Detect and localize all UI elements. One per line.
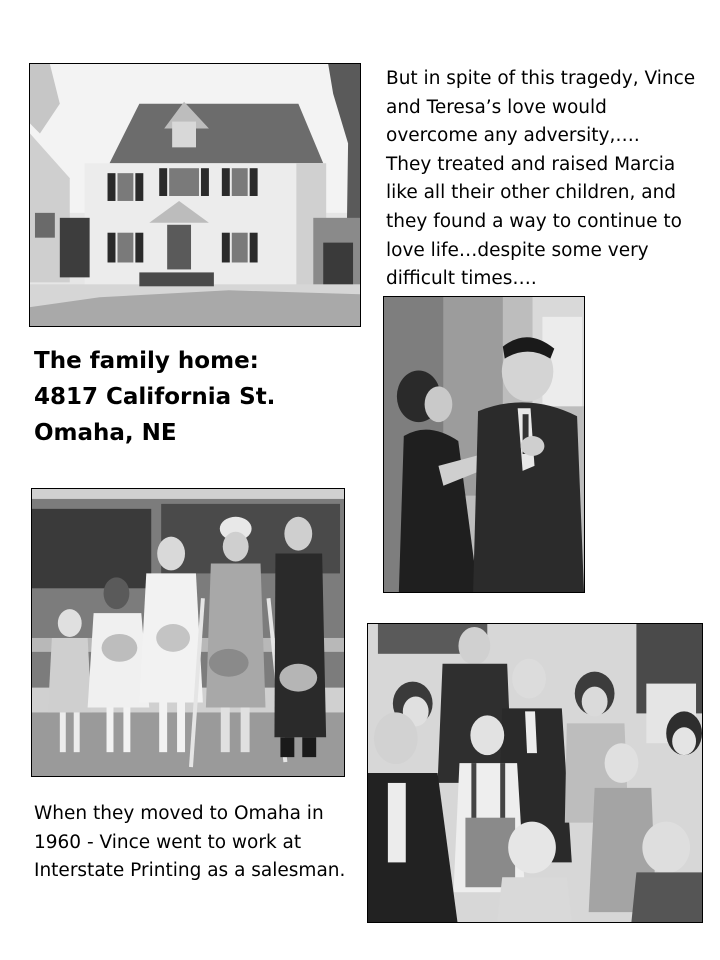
intro-line: like all their other children, and	[386, 182, 677, 204]
caption-line: The family home:	[34, 348, 259, 374]
caption-line: 4817 California St.	[34, 384, 276, 410]
intro-line: difficult times….	[386, 268, 537, 290]
omaha-line: When they moved to Omaha in	[34, 803, 324, 824]
omaha-line: Interstate Printing as a salesman.	[34, 860, 346, 882]
intro-line: love life…despite some very	[386, 239, 649, 261]
omaha-line: 1960 - Vince went to work at	[34, 831, 302, 853]
intro-line: they found a way to continue to	[386, 210, 682, 232]
intro-line: and Teresa’s love would	[386, 96, 607, 118]
family-home-caption	[34, 343, 275, 451]
couple-dancing-photo	[383, 296, 585, 593]
omaha-paragraph	[34, 800, 345, 886]
family-home-photo	[29, 63, 361, 327]
intro-line: They treated and raised Marcia	[386, 153, 676, 175]
intro-line: But in spite of this tragedy, Vince	[386, 68, 696, 89]
children-easter-photo	[31, 488, 345, 777]
caption-line: Omaha, NE	[34, 420, 177, 446]
intro-line: overcome any adversity,….	[386, 125, 640, 147]
family-group-photo	[367, 623, 703, 923]
intro-paragraph	[386, 65, 695, 294]
